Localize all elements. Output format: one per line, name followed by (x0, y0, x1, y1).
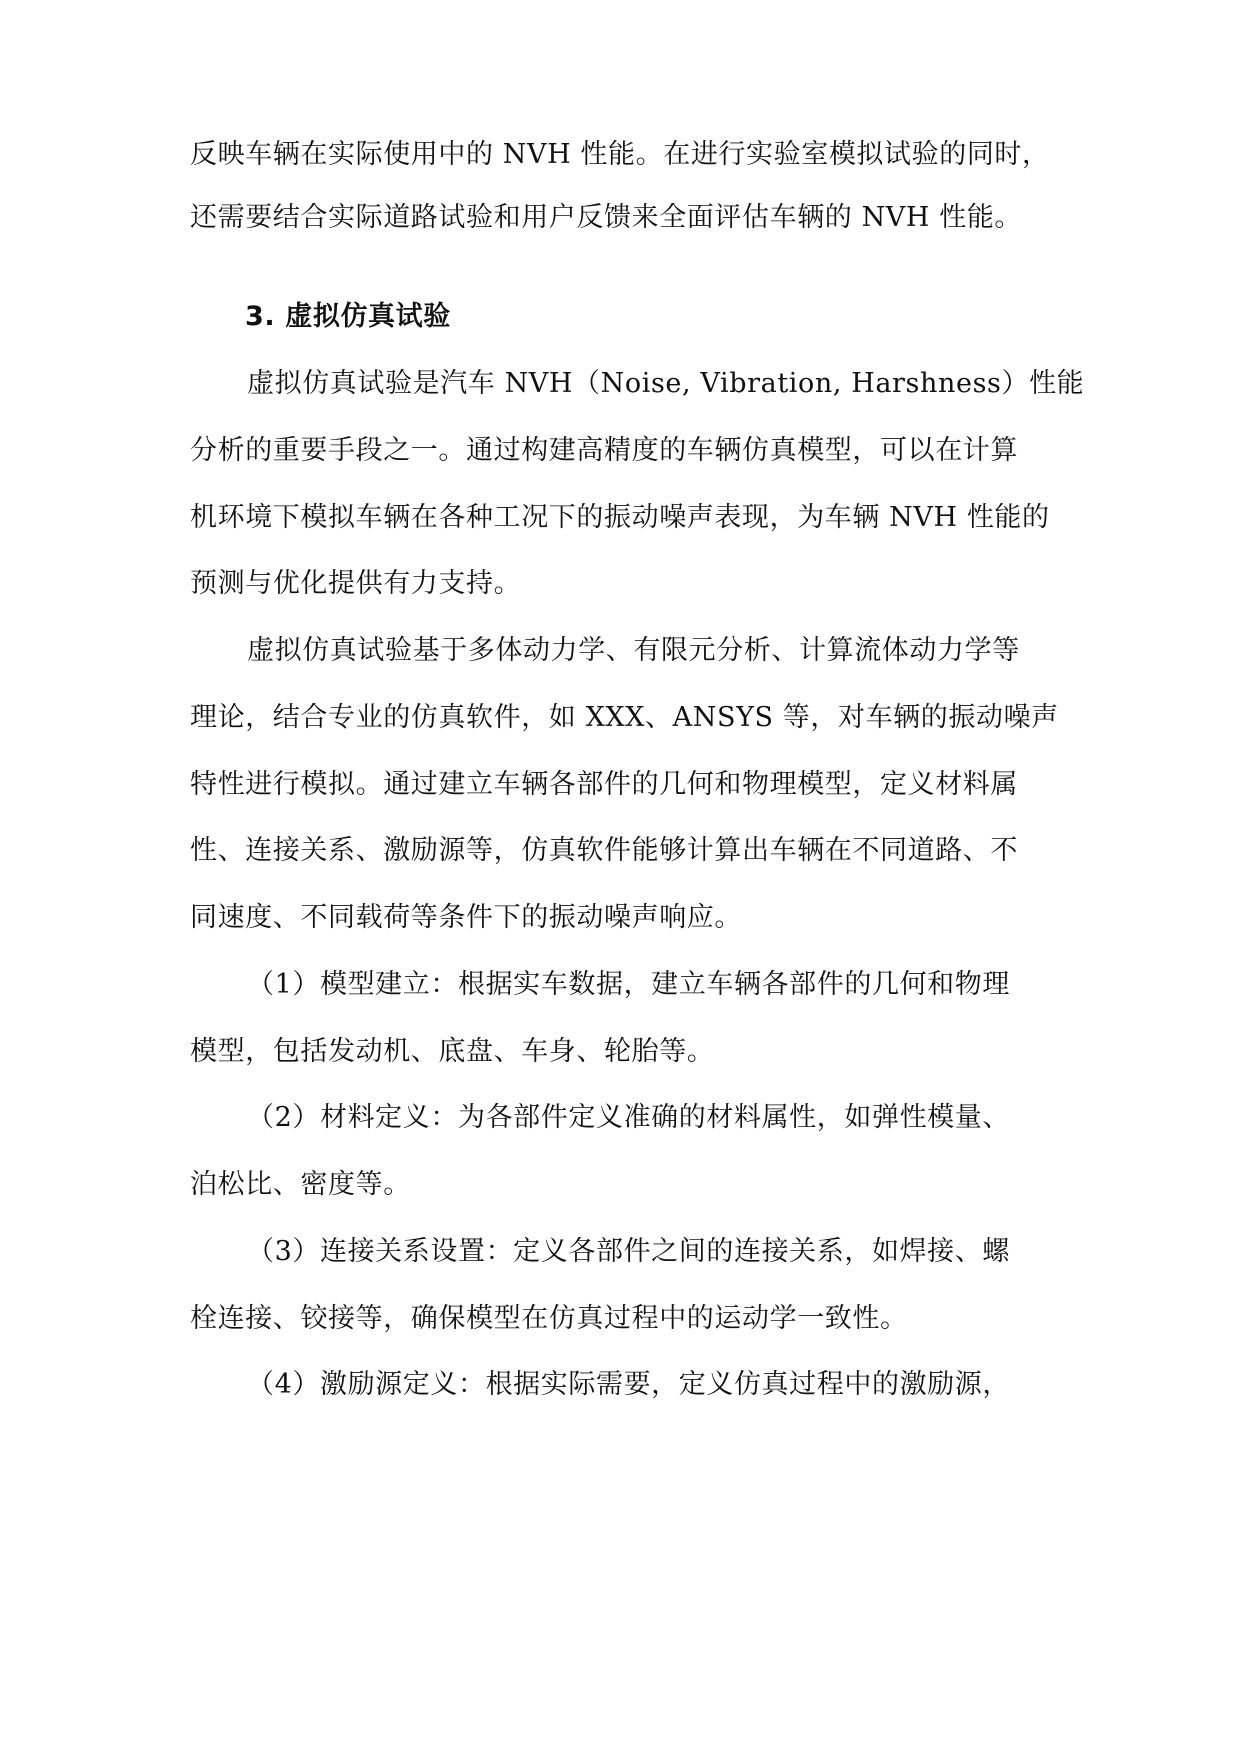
text-line: 预测与优化提供有力支持。 (190, 568, 522, 599)
text-line: 还需要结合实际道路试验和用户反馈来全面评估车辆的 NVH 性能。 (190, 202, 1023, 233)
text-line: 机环境下模拟车辆在各种工况下的振动噪声表现，为车辆 NVH 性能的 (190, 502, 1050, 533)
text-line: 模型，包括发动机、底盘、车身、轮胎等。 (190, 1036, 715, 1067)
section-heading: 3. 虚拟仿真试验 (245, 301, 451, 332)
text-line: 反映车辆在实际使用中的 NVH 性能。在进行实验室模拟试验的同时， (190, 139, 1050, 170)
text-line: 同速度、不同载荷等条件下的振动噪声响应。 (190, 902, 742, 933)
text-line: 栓连接、铰接等，确保模型在仿真过程中的运动学一致性。 (190, 1303, 908, 1334)
text-line: 虚拟仿真试验是汽车 NVH（Noise, Vibration, Harshness）性能 (247, 368, 1085, 399)
text-line: 性、连接关系、激励源等，仿真软件能够计算出车辆在不同道路、不 (190, 835, 1018, 866)
list-item: （2）材料定义：为各部件定义准确的材料属性，如弹性模量、 (247, 1102, 1010, 1133)
text-line: 特性进行模拟。通过建立车辆各部件的几何和物理模型，定义材料属 (190, 769, 1018, 800)
list-item: （3）连接关系设置：定义各部件之间的连接关系，如焊接、螺 (247, 1236, 1010, 1267)
text-line: 分析的重要手段之一。通过构建高精度的车辆仿真模型，可以在计算 (190, 435, 1018, 466)
text-line: 泊松比、密度等。 (190, 1169, 411, 1200)
text-line: 虚拟仿真试验基于多体动力学、有限元分析、计算流体动力学等 (247, 635, 1020, 666)
list-item: （4）激励源定义：根据实际需要，定义仿真过程中的激励源， (247, 1369, 1010, 1400)
list-item: （1）模型建立：根据实车数据，建立车辆各部件的几何和物理 (247, 969, 1010, 1000)
text-line: 理论，结合专业的仿真软件，如 XXX、ANSYS 等，对车辆的振动噪声 (190, 702, 1059, 733)
